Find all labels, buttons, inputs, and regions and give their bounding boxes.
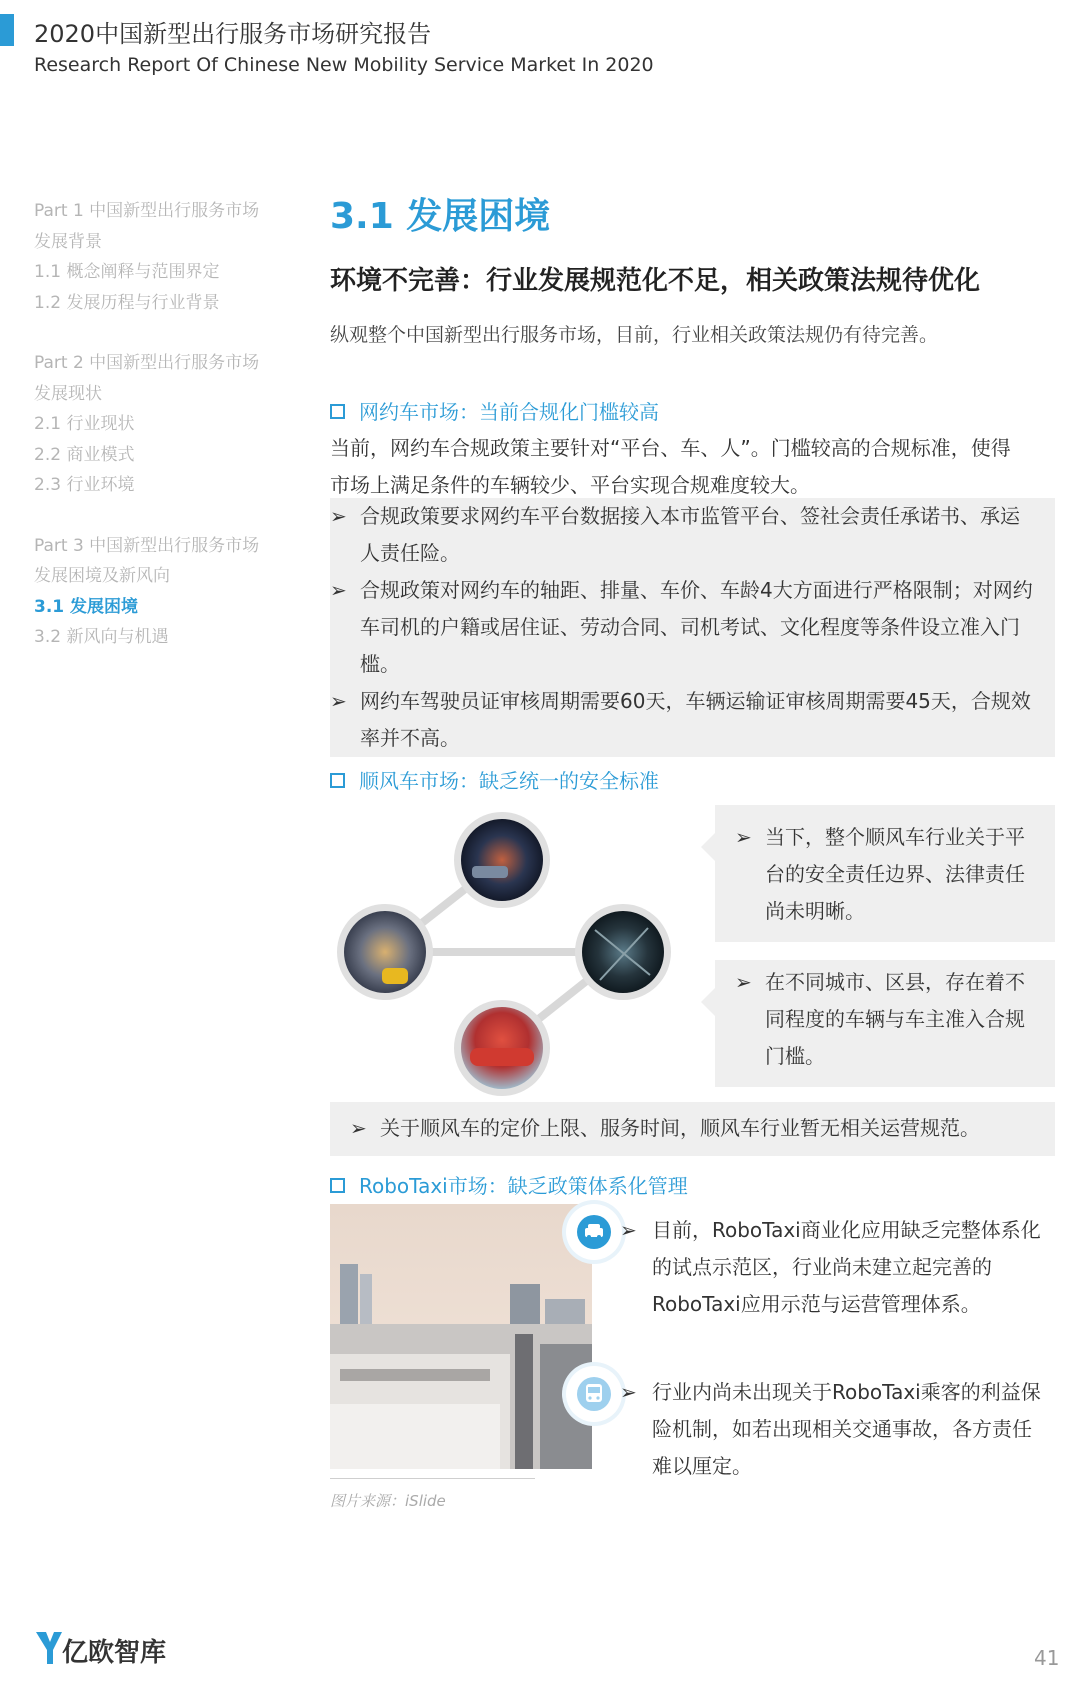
bullet-line: 网约车驾驶员证审核周期需要60天，车辆运输证审核周期需要45天，合规效 xyxy=(360,689,1031,713)
market1-description xyxy=(330,430,1055,504)
section-title: 3.1 发展困境 xyxy=(330,196,551,237)
market1-desc-line2: 市场上满足条件的车辆较少、平台实现合规难度较大。 xyxy=(330,473,810,497)
car-icon xyxy=(566,1204,622,1260)
toc-part1[interactable]: Part 1 中国新型出行服务市场 xyxy=(34,201,260,221)
market3-heading xyxy=(330,1170,688,1199)
toc-part3-sub[interactable]: 发展困境及新风向 xyxy=(34,566,170,586)
bullet-arrow-icon: ➢ xyxy=(620,1380,637,1404)
market3-heading-text: RoboTaxi市场：缺乏政策体系化管理 xyxy=(359,1174,688,1198)
callout-line: 尚未明晰。 xyxy=(765,899,865,923)
market2-heading-text: 顺风车市场：缺乏统一的安全标准 xyxy=(359,769,659,793)
bullet-arrow-icon: ➢ xyxy=(350,1116,367,1140)
square-bullet-icon xyxy=(330,1178,345,1193)
bullet-line: 行业内尚未出现关于RoboTaxi乘客的利益保 xyxy=(652,1380,1041,1404)
logo-text: 亿欧智库 xyxy=(62,1638,167,1668)
square-bullet-icon xyxy=(330,773,345,788)
bullet-line: 槛。 xyxy=(360,652,400,676)
city-photo xyxy=(330,1204,592,1469)
bullet-line: 率并不高。 xyxy=(360,726,460,750)
image-caption: 图片来源：iSlide xyxy=(330,1492,446,1510)
photo-bubble-red-car xyxy=(454,1000,550,1096)
callout-line: 当下，整个顺风车行业关于平 xyxy=(765,825,1025,849)
photo-bubble-traffic xyxy=(337,904,433,1000)
toc-2-3[interactable]: 2.3 行业环境 xyxy=(34,475,135,495)
market2-heading xyxy=(330,765,659,794)
bubble-photo-diagram xyxy=(330,800,690,1100)
header-accent-bar xyxy=(0,14,14,46)
callout-line: 台的安全责任边界、法律责任 xyxy=(765,862,1025,886)
market2-box3-text: 关于顺风车的定价上限、服务时间，顺风车行业暂无相关运营规范。 xyxy=(380,1116,980,1140)
market1-desc-line1: 当前，网约车合规政策主要针对“平台、车、人”。门槛较高的合规标准，使得 xyxy=(330,436,1011,460)
bus-icon xyxy=(566,1366,622,1422)
bullet-line: 人责任险。 xyxy=(360,541,460,565)
bullet-arrow-icon: ➢ xyxy=(330,689,347,713)
bullet-arrow-icon: ➢ xyxy=(735,970,752,994)
market2-bottom-box xyxy=(330,1102,1055,1156)
bullet-line: 险机制，如若出现相关交通事故，各方责任 xyxy=(652,1417,1032,1441)
page-number: 41 xyxy=(1034,1646,1060,1670)
toc-2-1[interactable]: 2.1 行业现状 xyxy=(34,414,135,434)
bullet-line: 车司机的户籍或居住证、劳动合同、司机考试、文化程度等条件设立准入门 xyxy=(360,615,1020,639)
bullet-line: 合规政策对网约车的轴距、排量、车价、车龄4大方面进行严格限制；对网约 xyxy=(360,578,1033,602)
callout-line: 同程度的车辆与车主准入合规 xyxy=(765,1007,1025,1031)
toc-3-2[interactable]: 3.2 新风向与机遇 xyxy=(34,627,169,647)
bullet-arrow-icon: ➢ xyxy=(330,578,347,602)
image-divider xyxy=(330,1478,535,1479)
photo-bubble-city-night xyxy=(454,812,550,908)
square-bullet-icon xyxy=(330,404,345,419)
callout-line: 在不同城市、区县，存在着不 xyxy=(765,970,1025,994)
toc-1-2[interactable]: 1.2 发展历程与行业背景 xyxy=(34,292,220,313)
bullet-line: 合规政策要求网约车平台数据接入本市监管平台、签社会责任承诺书、承运 xyxy=(360,504,1020,528)
report-title-cn: 2020中国新型出行服务市场研究报告 xyxy=(34,20,432,48)
toc-part3[interactable]: Part 3 中国新型出行服务市场 xyxy=(34,535,260,556)
market2-callout-2 xyxy=(715,960,1055,1087)
bullet-arrow-icon: ➢ xyxy=(330,504,347,528)
market2-callout-1 xyxy=(715,805,1055,942)
market1-heading-text: 网约车市场：当前合规化门槛较高 xyxy=(359,400,659,424)
intro-text: 纵观整个中国新型出行服务市场，目前，行业相关政策法规仍有待完善。 xyxy=(330,324,939,346)
bullet-line: 目前，RoboTaxi商业化应用缺乏完整体系化 xyxy=(652,1218,1041,1242)
toc-1-1[interactable]: 1.1 概念阐释与范围界定 xyxy=(34,262,220,282)
toc-part2[interactable]: Part 2 中国新型出行服务市场 xyxy=(34,353,260,373)
bullet-arrow-icon: ➢ xyxy=(620,1218,637,1242)
toc-2-2[interactable]: 2.2 商业模式 xyxy=(34,444,135,465)
bullet-line: 难以厘定。 xyxy=(652,1454,752,1478)
toc-3-1-active[interactable]: 3.1 发展困境 xyxy=(34,596,139,617)
toc-part1-sub[interactable]: 发展背景 xyxy=(34,231,102,252)
callout-line: 门槛。 xyxy=(765,1044,825,1068)
photo-bubble-aerial-road xyxy=(575,904,671,1000)
section-subtitle: 环境不完善：行业发展规范化不足，相关政策法规待优化 xyxy=(330,266,981,296)
market1-heading xyxy=(330,396,659,425)
market1-bullet-box xyxy=(330,498,1055,757)
bullet-line: 的试点示范区，行业尚未建立起完善的 xyxy=(652,1255,992,1279)
bullet-arrow-icon: ➢ xyxy=(735,825,752,849)
bullet-line: RoboTaxi应用示范与运营管理体系。 xyxy=(652,1292,981,1316)
report-title-en: Research Report Of Chinese New Mobility Service Market In 2020 xyxy=(34,54,654,76)
sidebar-toc xyxy=(34,196,304,653)
toc-part2-sub[interactable]: 发展现状 xyxy=(34,383,102,404)
